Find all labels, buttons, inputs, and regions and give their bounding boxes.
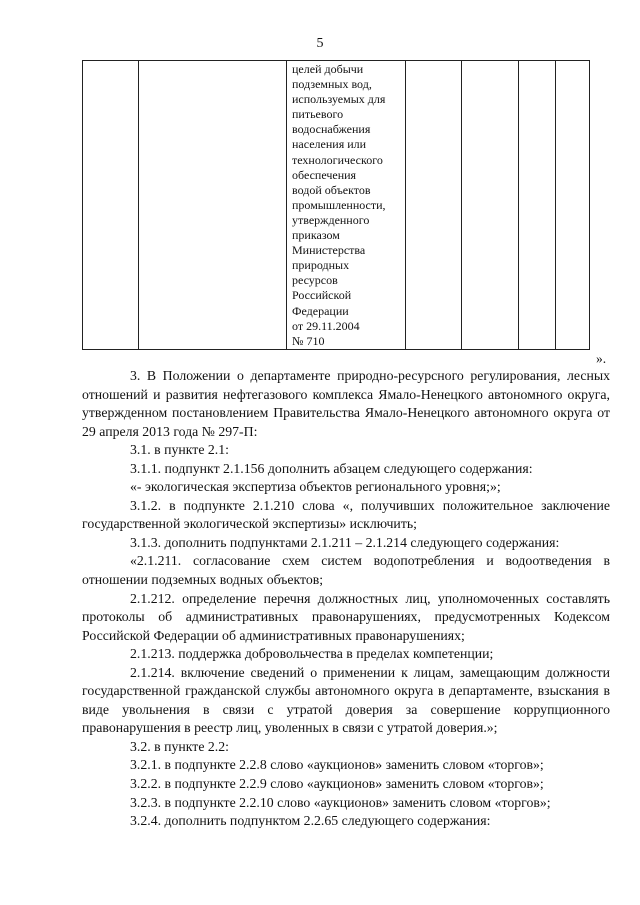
paragraph-3-2: 3.2. в пункте 2.2:	[130, 738, 229, 754]
table-line: ресурсов	[292, 273, 338, 288]
table-line: подземных вод,	[292, 77, 372, 92]
table-cell-2	[139, 61, 287, 350]
table-line: водоснабжения	[292, 122, 371, 137]
table-line: Федерации	[292, 303, 349, 318]
item-2-1-212: 2.1.212. определение перечня должностных лиц, уполномоченных составлять протоколы об административных правонарушениях, предусмотренных Кодексом Российской Федерации об административных правонарушениях;	[82, 590, 610, 643]
table-line: Министерства	[292, 243, 366, 258]
table-line: Российской	[292, 288, 352, 303]
table-cell-6	[519, 61, 556, 350]
table-line: питьевого	[292, 107, 344, 122]
continued-table-fragment	[82, 60, 590, 350]
table-closing-quote: ».	[596, 351, 607, 366]
table-line: целей добычи	[292, 62, 364, 76]
paragraph-3: 3. В Положении о департаменте природно-ресурсного регулирования, лесных отношений и развития нефтегазового комплекса Ямало-Ненецкого автономного округа, утвержденном постановлением Правительства Ямало-Ненецкого автономного округа от 29 апреля 2013 года № 297-П:	[82, 368, 610, 439]
table-line: утвержденного	[292, 212, 370, 227]
item-2-1-213: 2.1.213. поддержка добровольчества в пределах компетенции;	[130, 646, 494, 662]
paragraph-3-1-1: 3.1.1. подпункт 2.1.156 дополнить абзацем следующего содержания:	[130, 460, 533, 476]
table-cell-7	[556, 61, 590, 350]
paragraph-3-2-1: 3.2.1. в подпункте 2.2.8 слово «аукционов» заменить словом «торгов»;	[130, 757, 544, 773]
table-line: используемых для	[292, 92, 386, 107]
item-2-1-211: «2.1.211. согласование схем систем водопотребления и водоотведения в отношении подземных водных объектов;	[82, 553, 610, 588]
paragraph-3-1: 3.1. в пункте 2.1:	[130, 442, 229, 458]
table-line: обеспечения	[292, 167, 357, 182]
table-cell-3	[287, 61, 406, 350]
table-line: водой объектов	[292, 182, 371, 197]
quoted-line-expertise: «- экологическая экспертиза объектов регионального уровня;»;	[130, 479, 501, 495]
table-line: приказом	[292, 228, 340, 243]
table-line: от 29.11.2004	[292, 318, 360, 333]
item-2-1-214: 2.1.214. включение сведений о применении к лицам, замещающим должности государственной гражданской службы автономного округа в департаменте, взыскания в виде увольнения в связи с утратой доверия за совершение коррупционного правонарушения в реестр лиц, уволенных в связи с утратой доверия.»;	[82, 664, 610, 736]
table-line: промышленности,	[292, 197, 386, 212]
document-body	[82, 367, 610, 831]
paragraph-3-2-2: 3.2.2. в подпункте 2.2.9 слово «аукционов» заменить словом «торгов»;	[130, 776, 544, 792]
table-cell-1	[83, 61, 139, 350]
table-line: населения или	[292, 137, 367, 152]
table-cell-text	[287, 61, 405, 349]
paragraph-3-2-4: 3.2.4. дополнить подпунктом 2.2.65 следующего содержания:	[130, 813, 491, 829]
table-line: природных	[292, 258, 350, 273]
table-line: технологического	[292, 152, 383, 167]
table-cell-5	[462, 61, 519, 350]
table-cell-4	[406, 61, 462, 350]
table-line: № 710	[292, 333, 325, 348]
paragraph-3-1-2: 3.1.2. в подпункте 2.1.210 слова «, получивших положительное заключение государственной экологической экспертизы» исключить;	[82, 497, 610, 532]
page-number: 5	[316, 36, 324, 51]
paragraph-3-2-3: 3.2.3. в подпункте 2.2.10 слово «аукционов» заменить словом «торгов»;	[130, 794, 551, 810]
paragraph-3-1-3: 3.1.3. дополнить подпунктами 2.1.211 – 2.1.214 следующего содержания:	[130, 534, 560, 550]
